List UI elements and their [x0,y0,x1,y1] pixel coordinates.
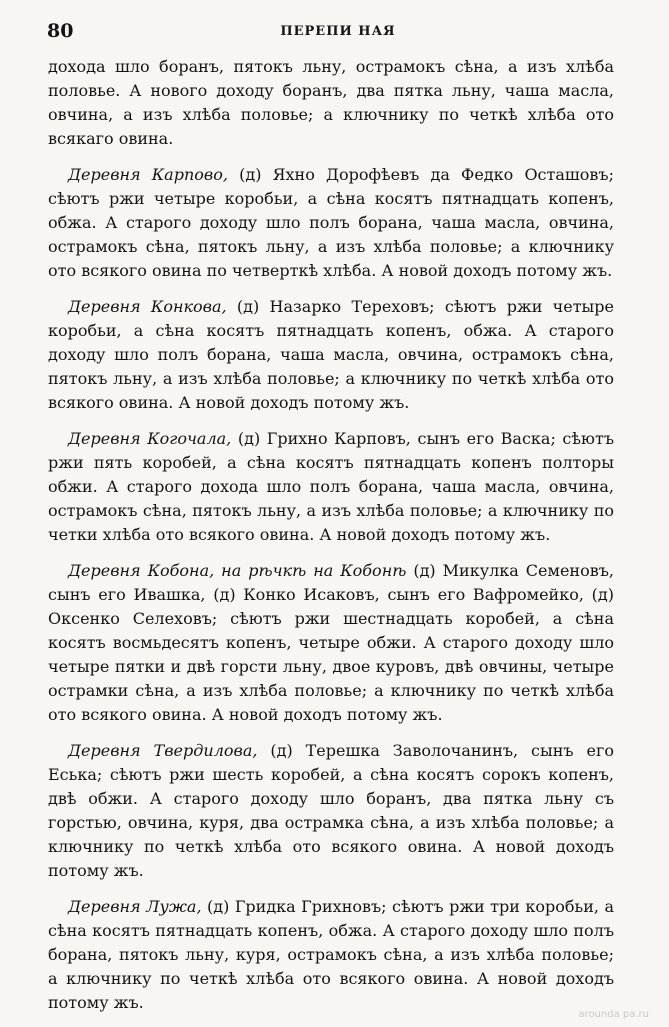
village-name: Деревня Твердилова, [68,741,258,760]
village-name: Деревня Карпово, [68,165,228,184]
village-entry-karpovo [48,163,614,283]
village-entry-kobona [48,559,614,727]
paragraph-text: (д) Терешка Заволочанинъ, сынъ его Еська; сѣютъ ржи шесть коробей, а сѣна косятъ сорокъ копенъ, двѣ обжи. А старого доходу шло боранъ, два пятка льну съ горстью, овчина, куря, два острамка сѣна, а изъ хлѣба половье; а ключнику по четкѣ хлѣба ото всякого овина. А новой доходъ потому жъ. [48,741,614,880]
village-entry-kogochala [48,427,614,547]
village-name: Деревня Кобона, на рѣчкѣ на Кобонѣ [68,561,407,580]
village-name: Деревня Лужа, [68,897,202,916]
watermark: arounda pa.ru [578,1009,649,1020]
paragraph-text: (д) Яхно Дорофѣевъ да Федко Осташовъ; сѣютъ ржи четыре коробьи, а сѣна косятъ пятнадцать копенъ, обжа. А старого доходу шло полъ борана, чаша масла, овчина, острамокъ сѣна, пятокъ льну, а изъ хлѣба половье; а ключнику ото всякого овина по четверткѣ хлѣба. А новой доходъ потому жъ. [48,165,614,280]
village-entry-luzha [48,895,614,1015]
village-name: Деревня Когочала, [68,429,232,448]
running-title: ПЕРЕПИ НАЯ [280,24,396,39]
page-header [47,14,629,42]
paragraph-text: (д) Грихно Карповъ, сынъ его Васка; сѣютъ ржи пять коробей, а сѣна косятъ пятнадцать копенъ полторы обжи. А старого дохода шло полъ борана, чаша масла, овчина, острамокъ сѣна, пятокъ льну, а изъ хлѣба половье; а ключнику по четки хлѣба ото всякого овина. А новой доходъ потому жъ. [48,429,614,544]
body-text [48,55,614,1027]
paragraph-text: (д) Гридка Грихновъ; сѣютъ ржи три коробьи, а сѣна косятъ пятнадцать копенъ, обжа. А старого доходу шло полъ борана, пятокъ льну, куря, острамокъ сѣна, а изъ хлѣба половье; а ключнику по четкѣ хлѣба ото всякого овина. А новой доходъ потому жъ. [48,897,614,1012]
village-entry-konkova [48,295,614,415]
village-name: Деревня Конкова, [68,297,227,316]
page-number: 80 [47,20,74,42]
paragraph-text: (д) Микулка Семеновъ, сынъ его Ивашка, (д) Конко Исаковъ, сынъ его Вафромейко, (д) Оксенко Селеховъ; сѣютъ ржи шестнадцать коробей, а сѣна косятъ восмьдесятъ копенъ, четыре обжи. А старого доходу шло четыре пятки и двѣ горсти льну, двое куровъ, двѣ овчины, четыре острамки сѣна, а изъ хлѣба половье; а ключнику по четкѣ хлѣба ото всякого овина. А новой доходъ потому жъ. [48,561,614,724]
paragraph-text: дохода шло боранъ, пятокъ льну, острамокъ сѣна, а изъ хлѣба половье. А нового доходу боранъ, два пятка льну, чаша масла, овчина, а изъ хлѣба половье; а ключнику по четкѣ хлѣба ото всякаго овина. [48,57,614,148]
paragraph-continuation [48,55,614,151]
paragraph-text: (д) Назарко Тереховъ; сѣютъ ржи четыре коробьи, а сѣна косятъ пятнадцать копенъ, обжа. А старого доходу шло полъ борана, чаша масла, овчина, острамокъ сѣна, пятокъ льну, а изъ хлѣба половье; а ключнику по четкѣ хлѣба ото всякого овина. А новой доходъ потому жъ. [48,297,615,412]
village-entry-tverdilova [48,739,614,883]
